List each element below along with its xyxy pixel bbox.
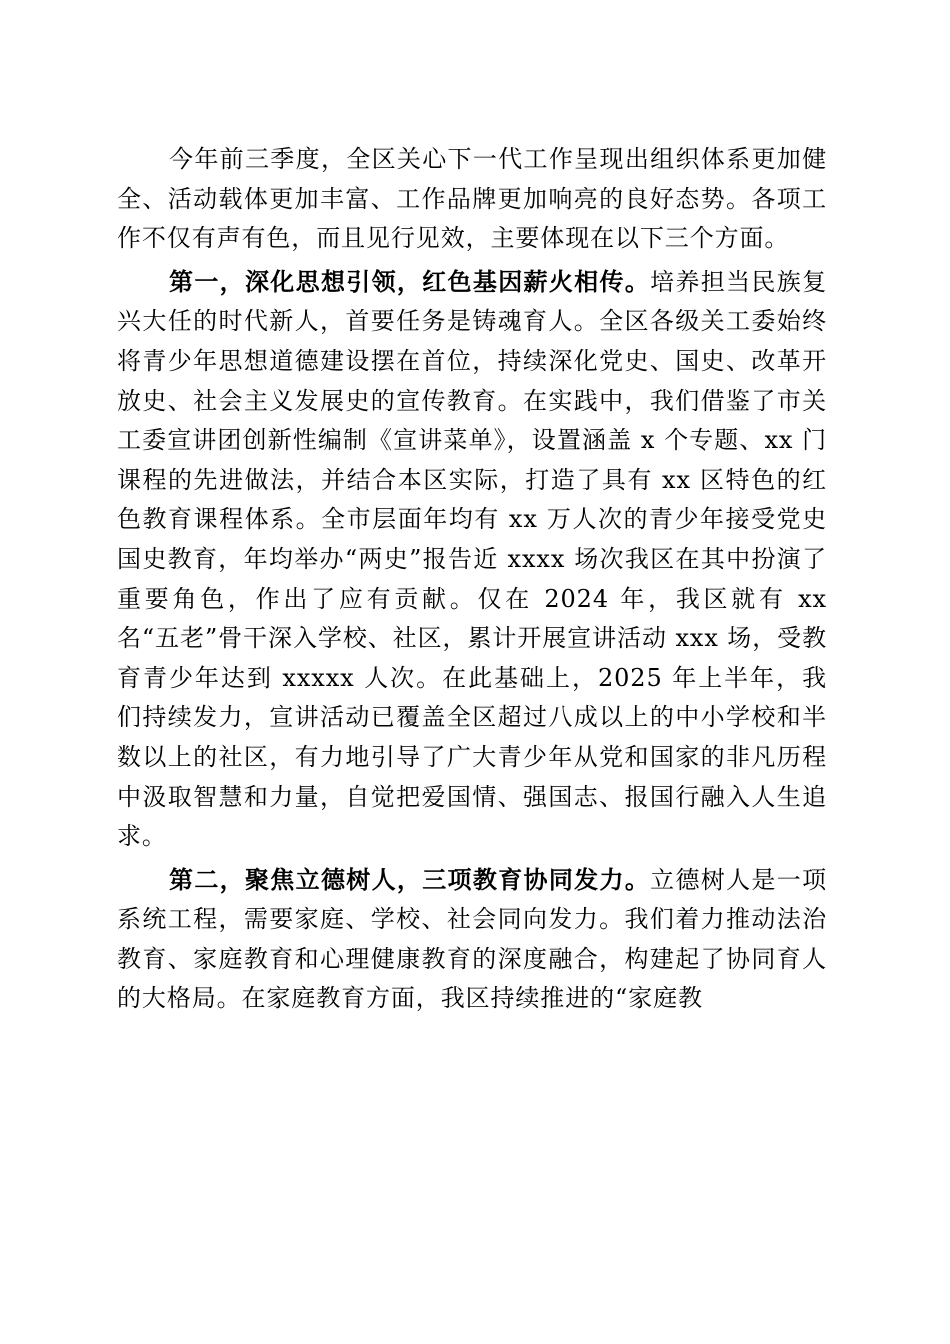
paragraph-intro (117, 139, 827, 259)
document-body (117, 139, 827, 1022)
paragraph-second-point (117, 860, 827, 1019)
paragraph-text: 今年前三季度，全区关心下一代工作呈现出组织体系更加健全、活动载体更加丰富、工作品牌更加响亮的良好态势。各项工作不仅有声有色，而且见行见效，主要体现在以下三个方面。 (117, 145, 827, 253)
paragraph-first-point (117, 262, 827, 857)
paragraph-lead: 第一，深化思想引领，红色基因薪火相传。 (169, 266, 651, 296)
paragraph-lead: 第二，聚焦立德树人，三项教育协同发力。 (169, 864, 651, 894)
paragraph-text: 培养担当民族复兴大任的时代新人，首要任务是铸魂育人。全区各级关工委始终将青少年思想道德建设摆在首位，持续深化党史、国史、改革开放史、社会主义发展史的宣传教育。在实践中，我们借鉴了市关工委宣讲团创新性编制《宣讲菜单》，设置涵盖 x 个专题、xx 门课程的先进做法，并结合本区实际，打造了具有 xx 区特色的红色教育课程体系。全市层面年均有 xx 万人次的青少年接受党史国史教育，年均举办“两史”报告近 xxxx 场次我区在其中扮演了重要角色，作出了应有贡献。仅在 2024 年，我区就有 xx 名“五老”骨干深入学校、社区，累计开展宣讲活动 xxx 场，受教育青少年达到 xxxxx 人次。在此基础上，2025 年上半年，我们持续发力，宣讲活动已覆盖全区超过八成以上的中小学校和半数以上的社区，有力地引导了广大青少年从党和国家的非凡历程中汲取智慧和力量，自觉把爱国情、强国志、报国行融入人生追求。 (117, 267, 827, 851)
paragraph-text: 立德树人是一项系统工程，需要家庭、学校、社会同向发力。我们着力推动法治教育、家庭教育和心理健康教育的深度融合，构建起了协同育人的大格局。在家庭教育方面，我区持续推进的“家庭教 (117, 865, 827, 1013)
